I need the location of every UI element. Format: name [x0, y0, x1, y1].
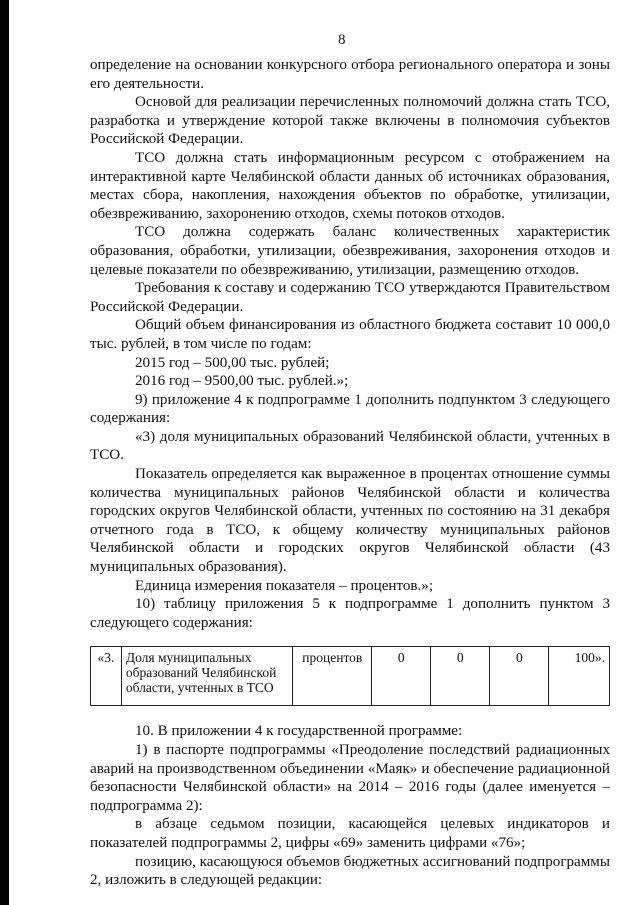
paragraph: 9) приложение 4 к подпрограмме 1 дополнить подпунктом 3 следующего содержания:	[90, 391, 610, 427]
paragraph: 10. В приложении 4 к государственной программе:	[135, 723, 463, 740]
paragraph: 2016 год – 9500,00 тыс. рублей.»;	[135, 373, 349, 390]
paragraph: «3) доля муниципальных образований Челябинской области, учтенных в ТСО.	[90, 428, 610, 464]
cell-value: 100».	[549, 647, 610, 706]
paragraph: 2015 год – 500,00 тыс. рублей;	[135, 354, 330, 371]
paragraph: 1) в паспорте подпрограммы «Преодоление последствий радиационных аварий на производственном объединении «Маяк» и обеспечение радиационной безопасности Челябинской области» на 2014 – 2016 годы (далее именуется – подпрограмма 2):	[90, 742, 610, 814]
cell-value: 0	[490, 647, 549, 706]
cell-value: 0	[372, 647, 431, 706]
document-body	[90, 56, 610, 890]
paragraph: позицию, касающуюся объемов бюджетных ассигнований подпрограммы 2, изложить в следующей редакции:	[90, 853, 610, 889]
indicator-table	[90, 646, 610, 706]
paragraph: Основой для реализации перечисленных полномочий должна стать ТСО, разработка и утверждение которой также включены в полномочия субъектов Российской Федерации.	[90, 94, 610, 148]
paragraph: в абзаце седьмом позиции, касающейся целевых индикаторов и показателей подпрограммы 2, цифры «69» заменить цифрами «76»;	[90, 816, 610, 851]
paragraph: Показатель определяется как выраженное в процентах отношение суммы количества муниципальных районов Челябинской области и количества городских округов Челябинской области, учтенных по состоянию на 31 декабря отчетного года в ТСО, к общему количеству муниципальных районов Челябинской области и городских округов Челябинской области (43 муниципальных образования).	[90, 466, 610, 576]
scan-edge	[0, 0, 9, 905]
page-number: 8	[338, 32, 346, 48]
paragraph: Общий объем финансирования из областного бюджета составит 10 000,0 тыс. рублей, в том числе по годам:	[90, 317, 610, 352]
cell-unit: процентов	[293, 647, 372, 706]
cell-number: «3.	[91, 647, 122, 706]
paragraph: определение на основании конкурсного отбора регионального оператора и зоны его деятельности.	[90, 57, 610, 92]
paragraph: ТСО должна содержать баланс количественных характеристик образования, обработки, утилизации, обезвреживания, захоронения отходов и целевые показатели по обезвреживанию, утилизации, размещению отходов.	[90, 224, 610, 278]
paragraph: Требования к составу и содержанию ТСО утверждаются Правительством Российской Федерации.	[90, 280, 610, 315]
paragraph: Единица измерения показателя – процентов.»;	[135, 577, 434, 594]
cell-name: Доля муниципальных образований Челябинской области, учтенных в ТСО	[121, 647, 293, 706]
paragraph: 10) таблицу приложения 5 к подпрограмме 1 дополнить пунктом 3 следующего содержания:	[90, 596, 610, 631]
cell-value: 0	[431, 647, 490, 706]
paragraph: ТСО должна стать информационным ресурсом с отображением на интерактивной карте Челябинской области данных об источниках образования, местах сбора, накопления, нахождения объектов по обработке, утилизации, обезвреживанию, захоронению отходов, схемы потоков отходов.	[90, 149, 610, 222]
table-row	[91, 647, 610, 706]
